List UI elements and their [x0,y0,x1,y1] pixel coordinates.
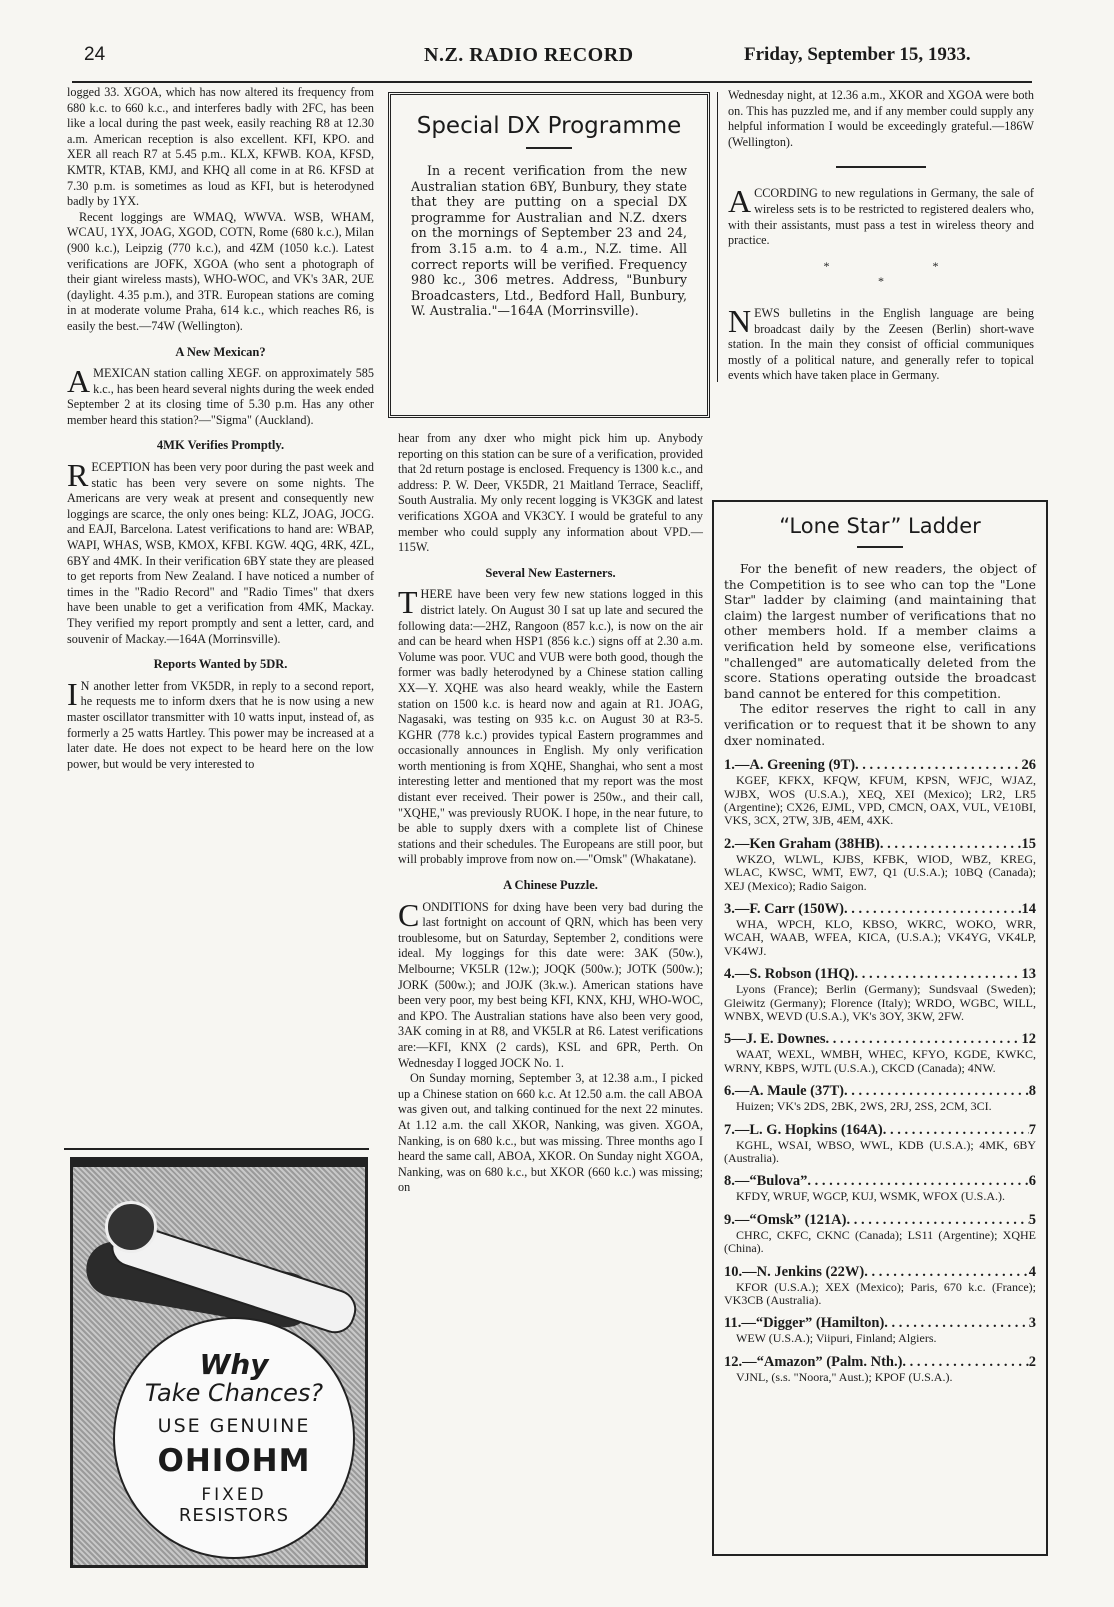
entry-heading [724,1031,1036,1048]
title-rule [526,147,572,149]
entry-rank: 11.— [724,1315,756,1332]
entry-name: A. Greening (9T) [749,757,856,774]
article-text: N another letter from VK5DR, in reply to a second report, he requests me to inform dxers that he is now using a new master oscillator transmitter with 10 watts input, instead of, as formerly a 25 watts Hartley. This power may be increased at a later date. He does not expect to be heard here on the low power, but would be very interested to [67,678,374,771]
ladder-entry [724,1122,1036,1166]
entry-score: 26 [1021,757,1036,774]
column-2 [398,431,703,1196]
entry-stations: Huizen; VK's 2DS, 2BK, 2WS, 2RJ, 2SS, 2CM, 3CI. [736,1099,992,1114]
entry-name: L. G. Hopkins (164A) [749,1121,883,1138]
ad-top-bar [70,1157,368,1165]
column-1 [67,85,374,772]
intro-paragraph: For the benefit of new readers, the object of the Competition is to see who can top the "Lone Star" ladder by claiming (and maintaining that claim) the largest number of verifications that no other members hold. If a member claims a verification held by someone else, verifications "challenged" are automatically deleted from the score. Stations operating outside the broadcast band cannot be entered for this competition. [724,562,1036,701]
ladder-entry [724,1264,1036,1308]
entry-rank: 2.— [724,835,750,852]
article-heading: A New Mexican? [175,344,266,359]
ladder-entry [724,901,1036,958]
entry-name: “Amazon” (Palm. Nth.) [756,1353,903,1370]
entry-stations: Lyons (France); Berlin (Germany); Sundsvaal (Sweden); Gleiwitz (Germany); Florence (Italy); WRDO, WGBC, WILL, WNBX, WEVD (U.S.A.), VK's 3OY, 3KW, 2FW. [724,982,1036,1023]
entry-score: 5 [1028,1211,1036,1228]
ladder-entry [724,1173,1036,1203]
news-text: CCORDING to new regulations in Germany, the sale of wireless sets is to be restricted to registered dealers who, with their assistants, must pass a test in wireless theory and practice. [728,186,1034,248]
entry-stations: KGHL, WSAI, WBSO, WWL, KDB (U.S.A.); 4MK, 6BY (Australia). [724,1137,1036,1166]
box-title: Special DX Programme [416,113,682,139]
entry-name: “Bulova” [749,1173,808,1190]
entry-score: 12 [1021,1031,1036,1048]
article-body [67,363,374,428]
drop-cap: A [67,363,91,400]
entry-heading [724,1354,1036,1371]
entry-score: 4 [1028,1263,1036,1280]
ladder-entry [724,1354,1036,1384]
intro-paragraph: The editor reserves the right to call in any verification or to request that it be shown to any dxer nominated. [724,702,1036,748]
article-heading: 4MK Verifies Promptly. [156,438,285,453]
drop-cap: T [398,584,418,621]
ad-text: USE GENUINE [157,1414,311,1437]
ohiohm-advertisement [70,1164,368,1568]
entry-rank: 10.— [724,1263,757,1280]
continuation-text: Recent loggings are WMAQ, WWVA. WSB, WHAM, WCAU, 1YX, JOAG, XGOD, COTN, Rome (680 k.c.), Milan (900 k.c.), Leipzig (770 k.c.), and 4ZM (1050 k.c.). Latest verifications are JOFK, XGOA (who sent a photograph of their giant wireless masts), WHO-WOC, and VK's 3AR, 2UE (daylight. 4.35 p.m.), and 3TR. European stations are coming in at moderate volume Praha, 614 k.c., which reaches R6, is easily the best.—74W (Wellington). [67,209,374,333]
ladder-entry [724,757,1036,828]
entry-rank: 4.— [724,966,750,983]
entry-heading [724,836,1036,853]
ad-separator-rule [64,1148,369,1150]
entry-heading [724,901,1036,918]
drop-cap: C [398,896,420,933]
publication-title: N.Z. RADIO RECORD [424,44,634,66]
entry-stations: WAAT, WEXL, WMBH, WHEC, KFYO, KGDE, KWKC, WRNY, KBPS, WJTL (U.S.A.), CKCD (Canada); 4NW. [724,1047,1036,1075]
ad-text: FIXED [201,1484,267,1505]
continuation-text: Wednesday night, at 12.36 a.m., XKOR and XGOA were both on. This has puzzled me, and if any member could supply any helpful information I would be exceedingly grateful.—186W (Wellington). [728,88,1034,149]
ladder-entry [724,1212,1036,1256]
entry-stations: KFOR (U.S.A.); XEX (Mexico); Paris, 670 k.c. (France); VK3CB (Australia). [724,1279,1036,1308]
entry-score: 2 [1028,1353,1036,1370]
drop-cap: A [728,183,752,220]
entry-stations: WEW (U.S.A.); Viipuri, Finland; Algiers. [736,1331,937,1346]
entry-name: N. Jenkins (22W) [756,1263,865,1280]
column-divider [717,92,718,382]
entry-heading [724,1315,1036,1332]
page-number: 24 [84,44,106,65]
entry-heading [724,1122,1036,1139]
entry-rank: 3.— [724,900,750,917]
issue-date: Friday, September 15, 1933. [744,44,971,65]
news-text: EWS bulletins in the English language are being broadcast daily by the Zeesen (Berlin) short-wave station. In the main they consist of official communiques mostly of a political nature, and generally refer to topical events which have taken place in Germany. [728,305,1034,383]
entry-rank: 7.— [724,1121,750,1138]
lone-star-ladder-box [712,500,1048,1556]
entry-score: 13 [1021,966,1036,983]
article-text: HERE have been very few new stations logged in this district lately. On August 30 I sat up late and secured the following data:—2HZ, Rangoon (857 k.c.), is now on the air and can be heard when HSP1 (856 k.c.) signs off at 2.30 a.m. Volume was poor. VUC and VUB were both good, though the former was badly heterodyned by a Chinese station calling XX—Y. XQHE was also heard weakly, while the Eastern station on 1500 k.c. is heard now and again at R1. JOAG, Nagasaki, was testing on 935 k.c. on August 30 at R3-5. KGHR (778 k.c.) provides typical Eastern programmes and occasionally announces in English. My only verification worth mentioning is from XQHE, Shanghai, who sent a most interesting letter and mentioned that my report was the most distant ever received. Their power is 250w., and their call, "XQHE," was previously RUOK. I hope, in the near future, to be able to supply dxers with a complete list of Chinese stations and their schedules. The Europeans are still poor, but will probably improve from now on.—"Omsk" (Whakatane). [398,587,703,867]
column-3 [728,88,1034,384]
article-body [398,584,703,868]
entry-heading [724,1212,1036,1229]
entry-score: 6 [1028,1173,1036,1190]
entry-rank: 8.— [724,1173,750,1190]
entry-heading [724,757,1036,774]
entry-heading [724,1264,1036,1281]
ladder-entry [724,1315,1036,1345]
ad-headline: Why [199,1347,269,1381]
article-text: On Sunday morning, September 3, at 12.38 a.m., I picked up a Chinese station on 660 k.c. At 12.50 a.m. the call ABOA was given out, and talking continued for the next 22 minutes. At 1.12 a.m. the call XKOR, Nanking, was given. XGOA, Nanking, is on 680 k.c., but was missing. Three months ago I heard the same call, ABOA, XKOR. On Sunday night XGOA, Nanking, was on 680 k.c., but XKOR (660 k.c.) was missing; on [398,1071,703,1195]
ladder-entry [724,1083,1036,1113]
drop-cap: I [67,675,78,712]
entry-stations: KGEF, KFKX, KFQW, KFUM, KPSN, WFJC, WJAZ, WJBX, WOS (U.S.A.), XEQ, XEI (Mexico); LR2, LR5 (Argentine); CX26, EJML, VPD, CMCN, OAX, VUL, VE10BI, VKS, 3CX, 2TW, 3JB, 4EM, 4XK. [724,773,1036,828]
section-rule [836,166,926,168]
ladder-entry [724,1031,1036,1075]
header-rule [72,81,1032,83]
article-text: ECEPTION has been very poor during the past week and static has been very severe on some nights. The Americans are very weak at present and consequently new loggings are scarce, the only ones being: KLZ, JOAG, JOCG. and EAJI, Barcelona. Latest verifications to hand are: WBAP, WAPI, WHAS, WSB, KMOX, KFBI. KGW. 4QG, 4RK, 4ZL, 6BY and 4MK. In their verification 6BY state they are pleased to get reports from New Zealand. I have noticed a number of times in the "Radio Record" and "Radio Times" that dxers have been unable to get a verification from 4MK, Mackay. They verified my report promptly and sent a letter, card, and souvenir of Mackay.—164A (Morrinsville). [67,460,374,646]
entry-rank: 5— [724,1031,746,1048]
box-paragraph: In a recent verification from the new Australian station 6BY, Bunbury, they state that they are putting on a special DX programme for Australian and N.Z. dxers on the mornings of September 23 and 24, from 3.15 a.m. to 4 a.m., N.Z. time. All correct reports will be verified. Frequency 980 kc., 306 metres. Address, "Bunbury Broadcasters, Ltd., Bedford Hall, Bunbury, W. Australia."—164A (Morrinsville). [411,163,687,319]
entry-stations: VJNL, (s.s. "Noora," Aust.); KPOF (U.S.A.). [736,1369,953,1384]
entry-rank: 9.— [724,1211,750,1228]
special-dx-programme-box [388,92,710,418]
entry-name: “Omsk” (121A) [749,1211,847,1228]
entry-score: 7 [1028,1121,1036,1138]
continuation-text: logged 33. XGOA, which has now altered its frequency from 680 k.c. to 660 k.c., and interferes badly with 2FC, has been like a local during the past week, easily reaching R8 at 12.30 a.m. American reception is also excellent. KFI, KPO. and XER all reach R7 at 5.45 p.m.. KLX, KFWB. KOA, KFSD, KMTR, KTAB, KMJ, and KHQ all come in at R6. KFSD at 7.30 p.m. is sometimes as loud as KFI, but is heterodyned badly by 1YX. [67,85,374,209]
entry-stations: CHRC, CKFC, CKNC (Canada); LS11 (Argentine); XQHE (China). [724,1227,1036,1256]
article-heading: Reports Wanted by 5DR. [153,657,288,672]
entry-score: 15 [1021,835,1036,852]
star-separator: * * * [823,258,989,289]
resistor-end-icon [105,1201,157,1253]
title-rule [857,546,903,548]
entry-stations: WKZO, WLWL, KJBS, KFBK, WIOD, WBZ, KREG, WLAC, KWSC, WMT, EW7, Q1 (U.S.A.); 10BQ (Canada); XEJ (Mexico); Radio Saigon. [724,851,1036,893]
article-text: ONDITIONS for dxing have been very bad during the last fortnight on account of QRN, which has been very troublesome, but on Saturday, September 2, conditions were ideal. My loggings for this date were: 3AK (50w.), Melbourne; VK5LR (12w.); JOQK (500w.); JOTK (500w.); JORK (500w.); and JOJK (3k.w.). American stations have been very poor, my best being KFI, KNX, KHJ, WHO-WOC, and KPO. The Australian stations have also been very good, 3AK coming in at R8, and VK5LR at R6. Latest verifications are:—KFI, KNX (2 cards), KSL and 6PR, Perth. On Wednesday I logged JOCK No. 1. [398,899,703,1070]
news-item [728,183,1034,248]
continuation-text: hear from any dxer who might pick him up. Anybody reporting on this station can be sure of a verification, provided that 2d return postage is enclosed. Frequency is 1300 k.c., and address: P. W. Deer, VK5DR, 21 Maitland Terrace, Seacliff, South Australia. My only recent logging is VK3GK and latest verifications XGOA and VK3CY. I would be grateful to any member who could supply any information about VPD.—115W. [398,431,703,555]
entry-heading [724,1173,1036,1190]
drop-cap: N [728,302,752,339]
article-body [67,457,374,647]
ladder-entry [724,836,1036,893]
article-body [398,896,703,1072]
entry-rank: 1.— [724,757,750,774]
entry-score: 3 [1028,1315,1036,1332]
entry-heading [724,1083,1036,1100]
ladder-entry [724,966,1036,1023]
entry-name: Ken Graham (38HB) [749,835,880,852]
news-item [728,302,1034,384]
entry-stations: KFDY, WRUF, WGCP, KUJ, WSMK, WFOX (U.S.A.). [736,1189,1005,1204]
entry-score: 8 [1028,1083,1036,1100]
entry-name: “Digger” (Hamilton) [755,1315,885,1332]
entry-rank: 6.— [724,1083,750,1100]
ad-text: RESISTORS [178,1504,290,1526]
ad-subheadline: Take Chances? [144,1378,324,1407]
ad-brand: OHIOHM [157,1442,311,1479]
ladder-intro [724,562,1036,749]
entry-name: J. E. Downes [745,1031,826,1048]
entry-name: S. Robson (1HQ) [749,966,855,983]
article-heading: Several New Easterners. [485,565,616,580]
entry-rank: 12.— [724,1353,757,1370]
article-text: MEXICAN station calling XEGF. on approximately 585 k.c., has been heard several nights during the week ended September 2 at its closing time of 5.30 p.m. Has any other member heard this station?—"Sigma" (Auckland). [67,366,374,427]
entry-stations: WHA, WPCH, KLO, KBSO, WKRC, WOKO, WRR, WCAH, WAAB, WFEA, KICA, (U.S.A.); VK4YG, VK4LP, VK4WJ. [724,916,1036,958]
article-heading: A Chinese Puzzle. [503,878,598,893]
drop-cap: R [67,457,89,494]
entry-name: F. Carr (150W) [749,900,845,917]
entry-heading [724,966,1036,983]
box-text [411,163,687,319]
ad-circle [113,1317,355,1559]
entry-score: 14 [1021,900,1036,917]
entry-name: A. Maule (37T) [749,1083,845,1100]
article-body [67,675,374,773]
box-title: “Lone Star” Ladder [779,514,981,538]
